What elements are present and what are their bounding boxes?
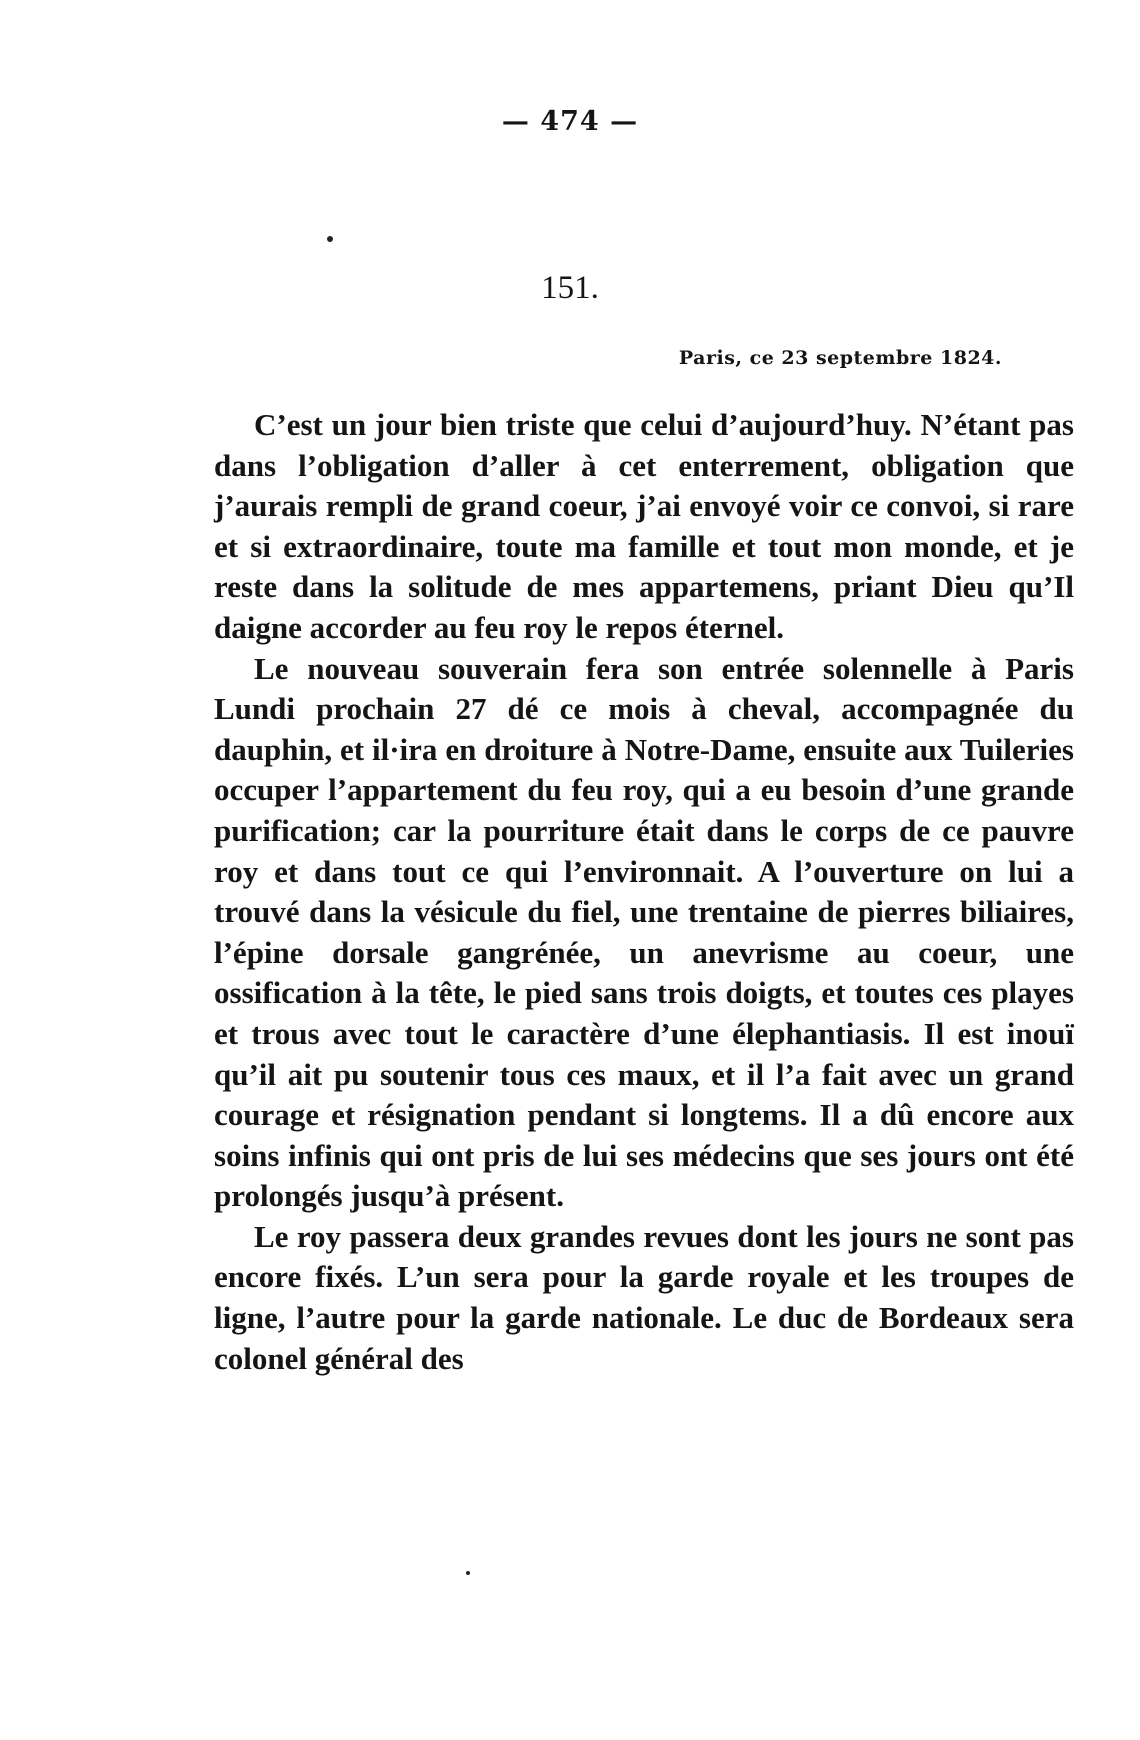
letter-number: 151.: [541, 270, 599, 306]
letter-body: [214, 405, 1074, 1379]
dateline: Paris, ce 23 septembre 1824.: [678, 347, 1002, 369]
paragraph-3: Le roy passera deux grandes revues dont les jours ne sont pas encore fixés. L’un sera pour la garde royale et les troupes de ligne, l’autre pour la garde nationale. Le duc de Bordeaux sera colonel général des: [214, 1218, 1074, 1376]
paragraph-1: C’est un jour bien triste que celui d’aujourd’huy. N’étant pas dans l’obligation d’aller à cet enterrement, obligation que j’aurais rempli de grand coeur, j’ai envoyé voir ce convoi, si rare et si extraordinaire, toute ma famille et tout mon monde, et je reste dans la solitude de mes appartemens, priant Dieu qu’Il daigne accorder au feu roy le repos éternel.: [214, 407, 1074, 645]
paragraph-2: Le nouveau souverain fera son entrée solennelle à Paris Lundi prochain 27 dé ce mois à cheval, accompagnée du dauphin, et il·ira en droiture à Notre-Dame, ensuite aux Tuileries occuper l’appartement du feu roy, qui a eu besoin d’une grande purification; car la pourriture était dans le corps de ce pauvre roy et dans tout ce qui l’environnait. A l’ouverture on lui a trouvé dans la vésicule du fiel, une trentaine de pierres biliaires, l’épine dorsale gangrénée, un anevrisme au coeur, une ossification à la tête, le pied sans trois doigts, et toutes ces playes et trous avec tout le caractère d’une élephantiasis. Il est inouï qu’il ait pu soutenir tous ces maux, et il l’a fait avec un grand courage et résignation pendant si longtems. Il a dû encore aux soins infinis qui ont pris de lui ses médecins que ses jours ont été prolongés jusqu’à présent.: [214, 650, 1074, 1214]
ink-speck: [327, 236, 333, 242]
ink-speck: [466, 1571, 470, 1575]
page-number: — 474 —: [501, 106, 639, 137]
